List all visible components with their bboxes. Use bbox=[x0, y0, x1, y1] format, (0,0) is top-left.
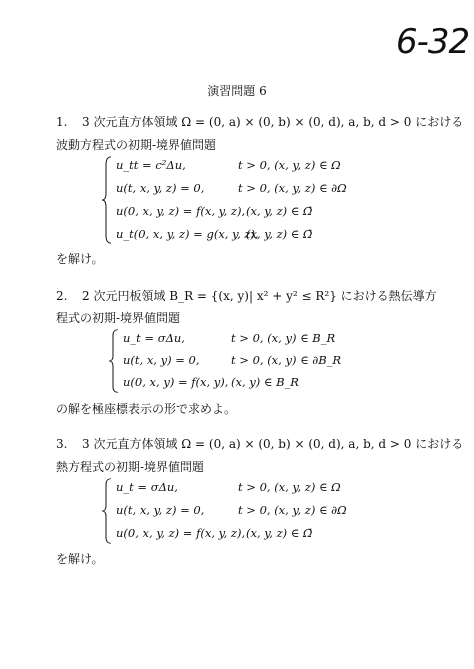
problem-1-closing: を解け。 bbox=[56, 252, 104, 266]
problem-3-number: 3. bbox=[56, 437, 68, 451]
problem-1-number: 1. bbox=[56, 115, 68, 129]
problem-2-number: 2. bbox=[56, 289, 68, 303]
problem-2-intro-line1 bbox=[56, 287, 437, 304]
problem-2-intro-text: 2 次元円板領域 B_R = {(x, y)| x² + y² ≤ R²} における熱伝導方 bbox=[82, 289, 437, 303]
problem-2-closing: の解を極座標表示の形で求めよ。 bbox=[56, 402, 237, 416]
left-brace-icon bbox=[109, 329, 119, 393]
problem-1-intro-line1 bbox=[56, 113, 463, 130]
problem-3-closing: を解け。 bbox=[56, 552, 104, 566]
problem-1-intro-line2: 波動方程式の初期-境界値問題 bbox=[56, 138, 217, 152]
handwritten-page-label: 6-32 bbox=[396, 22, 470, 62]
problem-3-intro-line1 bbox=[56, 435, 463, 452]
page-title: 演習問題 6 bbox=[207, 84, 267, 98]
left-brace-icon bbox=[102, 478, 112, 544]
problem-2-intro-line2: 程式の初期-境界値問題 bbox=[56, 311, 181, 325]
problem-1-equation-system: u_tt = c²Δu, t > 0, (x, y, z) ∈ Ω u(t, x, y, z) = 0, t > 0, (x, y, z) ∈ ∂Ω u(0, x, y, z) = f(x, y, z), (x, y, z) ∈ Ω̄ u_t(0, x, y, z) = g(x, y, z), (x, y, z) ∈ Ω̄ bbox=[102, 156, 402, 244]
problem-3-intro-line2: 熱方程式の初期-境界値問題 bbox=[56, 460, 205, 474]
problem-1-intro-text: 3 次元直方体領域 Ω = (0, a) × (0, b) × (0, d), a, b, d > 0 における bbox=[82, 115, 464, 129]
problem-3-intro-text: 3 次元直方体領域 Ω = (0, a) × (0, b) × (0, d), a, b, d > 0 における bbox=[82, 437, 464, 451]
left-brace-icon bbox=[102, 156, 112, 244]
problem-2-equation-system: u_t = σΔu, t > 0, (x, y) ∈ B_R u(t, x, y) = 0, t > 0, (x, y) ∈ ∂B_R u(0, x, y) = f(x, y), (x, y) ∈ B_R bbox=[109, 329, 369, 393]
problem-3-equation-system: u_t = σΔu, t > 0, (x, y, z) ∈ Ω u(t, x, y, z) = 0, t > 0, (x, y, z) ∈ ∂Ω u(0, x, y, z) = f(x, y, z), (x, y, z) ∈ Ω̄ bbox=[102, 478, 402, 544]
